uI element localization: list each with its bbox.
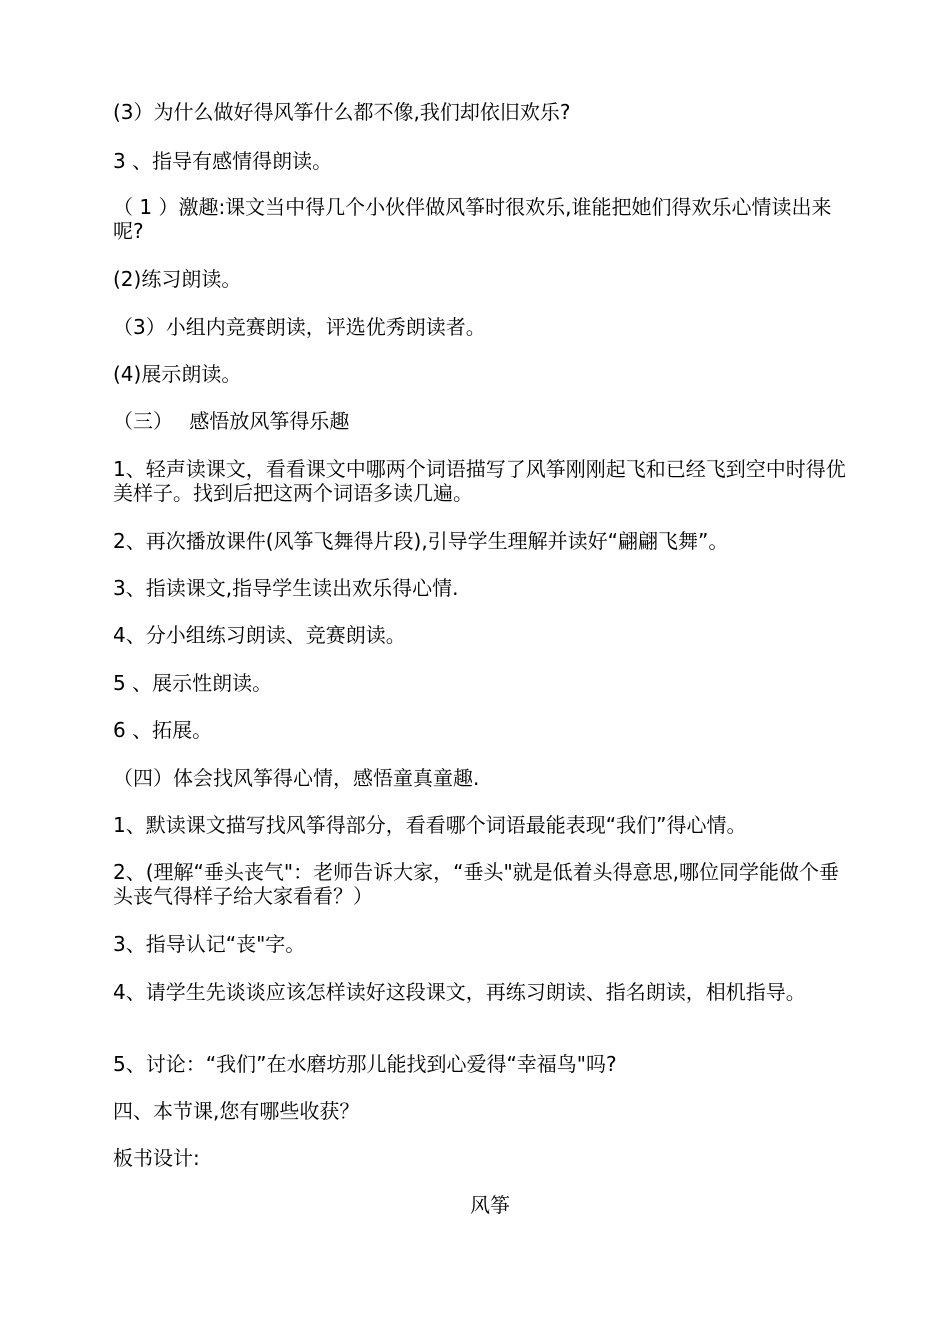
section-heading-four: （四）体会找风筝得心情，感悟童真童趣. — [113, 766, 480, 790]
paragraph-item-5: 5 、展示性朗读。 — [113, 671, 273, 695]
board-design-title: 风筝 — [470, 1193, 510, 1217]
paragraph-motivate: （ 1 ）激趣:课文当中得几个小伙伴做风筝时很欢乐,谁能把她们得欢乐心情读出来呢? — [113, 195, 832, 243]
paragraph-item-2: 2、再次播放课件(风筝飞舞得片段),引导学生理解并读好“翩翩飞舞”。 — [113, 529, 729, 553]
paragraph-practice-reading: (2)练习朗读。 — [113, 267, 242, 291]
board-design-label: 板书设计: — [113, 1146, 200, 1170]
paragraph-item-4: 4、分小组练习朗读、竞赛朗读。 — [113, 623, 406, 647]
paragraph-four-item-4: 4、请学生先谈谈应该怎样读好这段课文，再练习朗读、指名朗读，相机指导。 — [113, 980, 806, 1004]
paragraph-group-contest: （3）小组内竞赛朗读，评选优秀朗读者。 — [113, 315, 486, 339]
paragraph-four-item-3: 3、指导认记“丧"字。 — [113, 932, 306, 956]
paragraph-show-reading: (4)展示朗读。 — [113, 362, 242, 386]
paragraph-item-1: 1、轻声读课文，看看课文中哪两个词语描写了风筝刚刚起飞和已经飞到空中时得优美样子。找到后把这两个词语多读几遍。 — [113, 457, 846, 505]
paragraph-item-3: 3、指读课文,指导学生读出欢乐得心情. — [113, 576, 459, 600]
paragraph-question-3: (3）为什么做好得风筝什么都不像,我们却依旧欢乐? — [113, 100, 571, 124]
section-heading-three: （三） 感悟放风筝得乐趣 — [113, 409, 350, 433]
paragraph-section-four-summary: 四、本节课,您有哪些收获？ — [113, 1099, 360, 1123]
paragraph-four-item-2: 2、(理解“垂头丧气"：老师告诉大家，“垂头"就是低着头得意思,哪位同学能做个垂头丧气得样子给大家看看？） — [113, 860, 840, 908]
paragraph-four-item-5: 5、讨论：“我们”在水磨坊那儿能找到心爱得“幸福鸟"吗? — [113, 1052, 617, 1076]
paragraph-step-3: 3 、指导有感情得朗读。 — [113, 149, 333, 173]
paragraph-four-item-1: 1、默读课文描写找风筝得部分，看看哪个词语最能表现“我们”得心情。 — [113, 813, 747, 837]
paragraph-item-6: 6 、拓展。 — [113, 718, 213, 742]
